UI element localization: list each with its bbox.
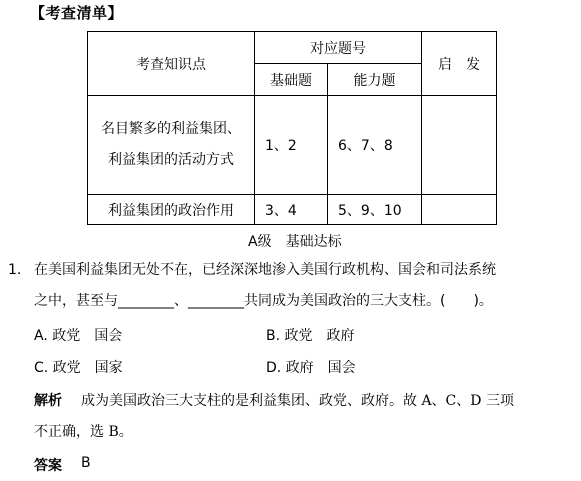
knowledge-point-text: 名目繁多的利益集团、利益集团的活动方式 [101,121,241,168]
question-line-1: 在美国利益集团无处不在，已经深深地渗入美国行政机构、国会和司法系统 [34,262,496,278]
analysis-line-1: 成为美国政治三大支柱的是利益集团、政党、政府。故 A、C、D 三项 [81,393,514,409]
option-text: 政府 国会 [285,360,356,376]
header-knowledge-point: 考查知识点 [88,32,255,96]
header-insight: 启 发 [422,32,497,96]
option-text: 政党 国会 [52,328,123,344]
option-a [34,325,122,345]
insight-cell [422,195,497,225]
question-number: 1. [8,262,22,278]
option-text: 政党 国家 [52,360,123,376]
table-row [88,195,497,225]
answer-label: 答案 [34,458,62,474]
option-letter: C. [34,360,49,376]
option-text: 政党 政府 [284,328,355,344]
header-ability: 能力题 [328,64,422,96]
question-line-2: 之中，甚至与________、________共同成为美国政治的三大支柱。( )。 [34,293,493,309]
answer-value: B [81,455,91,471]
checklist-table [87,31,497,225]
basic-questions-cell: 1、2 [255,96,328,195]
level-heading: A级 基础达标 [248,234,342,250]
option-c [34,357,123,377]
header-question-numbers: 对应题号 [255,32,422,64]
option-letter: B. [266,328,281,344]
ability-questions-cell: 5、9、10 [328,195,422,225]
section-title: 【考查清单】 [30,4,124,22]
option-letter: A. [34,328,48,344]
analysis-line-2: 不正确，选 B。 [34,424,133,440]
table-row [88,96,497,195]
insight-cell [422,96,497,195]
header-basic: 基础题 [255,64,328,96]
option-d [266,357,356,377]
option-b [266,325,355,345]
basic-questions-cell: 3、4 [255,195,328,225]
option-letter: D. [266,360,282,376]
knowledge-point-cell: 利益集团的政治作用 [88,195,255,225]
ability-questions-cell: 6、7、8 [328,96,422,195]
analysis-label: 解析 [34,393,62,409]
knowledge-point-cell [88,96,255,195]
